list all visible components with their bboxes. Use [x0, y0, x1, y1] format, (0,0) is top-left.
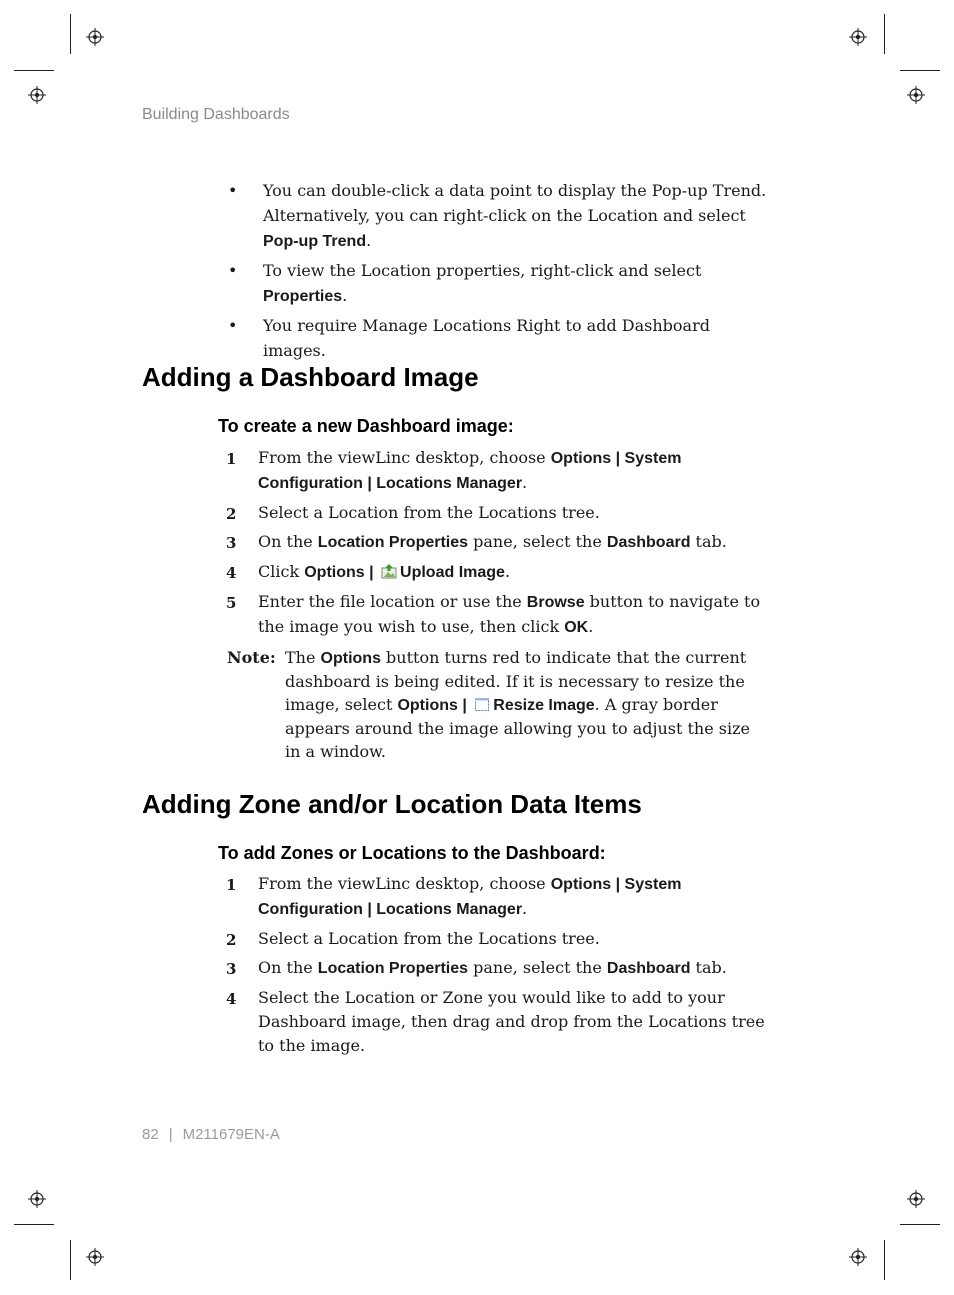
bullet-text: . — [342, 286, 348, 305]
menu-path: Options | — [304, 564, 379, 581]
registration-target-icon — [86, 1248, 104, 1266]
menu-path: Options | — [397, 697, 472, 714]
menu-path: Options | System Configuration | Locations Manager — [258, 876, 682, 918]
note-text: button turns red to indicate that the current dashboard is being edited. If it is necessary to resize the image, select — [285, 648, 747, 714]
step-number: 5 — [226, 594, 237, 612]
crop-mark — [70, 14, 71, 54]
step-number: 1 — [226, 876, 237, 894]
registration-target-icon — [849, 1248, 867, 1266]
step-number: 4 — [226, 990, 237, 1008]
page-footer — [142, 1126, 280, 1143]
step-number: 3 — [226, 960, 237, 978]
note-text: . A gray border appears around the image allowing you to adjust the size in a window. — [285, 695, 750, 761]
crop-mark — [14, 70, 54, 71]
step-number: 3 — [226, 534, 237, 552]
step-item — [222, 590, 772, 640]
procedure-title: To add Zones or Locations to the Dashboard: — [218, 843, 606, 863]
document-code: M211679EN-A — [182, 1126, 280, 1143]
crop-mark — [14, 1224, 54, 1225]
ui-term: OK — [564, 619, 589, 636]
page-number: 82 — [142, 1126, 159, 1143]
ui-term: Browse — [526, 594, 585, 611]
step-text: On the — [258, 532, 318, 551]
step-text: . — [522, 899, 528, 918]
bullet-text: You require Manage Locations Right to add Dashboard images. — [263, 316, 710, 360]
registration-target-icon — [849, 28, 867, 46]
step-item — [222, 872, 772, 922]
step-item — [222, 560, 772, 585]
procedure-steps — [222, 446, 772, 645]
step-item — [222, 956, 772, 981]
crop-mark — [900, 1224, 940, 1225]
step-number: 1 — [226, 450, 237, 468]
step-text: tab. — [690, 532, 727, 551]
registration-target-icon — [907, 86, 925, 104]
footer-separator: | — [168, 1126, 173, 1143]
bullet-text: To view the Location properties, right-click and select — [263, 261, 702, 280]
note-block — [227, 646, 767, 763]
ui-term: Location Properties — [317, 960, 469, 977]
step-text: pane, select the — [468, 532, 607, 551]
crop-mark — [884, 1240, 885, 1280]
section-heading: Adding Zone and/or Location Data Items — [142, 789, 642, 819]
step-text: Enter the file location or use the — [258, 592, 527, 611]
step-item — [222, 530, 772, 555]
step-text: Select the Location or Zone you would like to add to your Dashboard image, then drag and drop from the Locations tree to the image. — [258, 988, 765, 1055]
registration-target-icon — [28, 86, 46, 104]
ui-term: Dashboard — [606, 534, 691, 551]
bullet-text: . — [366, 231, 372, 250]
step-text: button to navigate to the image you wish to use, then click — [258, 592, 761, 636]
bullet-text: You can double-click a data point to display the Pop-up Trend. Alternatively, you can right-click on the Location and select — [263, 181, 767, 225]
resize-image-icon — [474, 697, 490, 712]
ui-term: Upload Image — [400, 564, 505, 581]
registration-target-icon — [907, 1190, 925, 1208]
bullet-emphasis: Properties — [263, 288, 343, 305]
crop-mark — [884, 14, 885, 54]
bullet-item — [228, 178, 773, 254]
step-item — [222, 501, 772, 525]
step-text: . — [504, 562, 511, 581]
step-text: From the viewLinc desktop, choose — [258, 448, 551, 467]
step-text: Select a Location from the Locations tree. — [258, 929, 600, 948]
section-heading: Adding a Dashboard Image — [142, 362, 479, 392]
step-text: Select a Location from the Locations tree. — [258, 503, 600, 522]
step-text: . — [522, 473, 528, 492]
step-item — [222, 986, 772, 1058]
step-number: 4 — [226, 564, 237, 582]
ui-term: Options — [320, 650, 381, 667]
bullet-item — [228, 313, 773, 363]
ui-term: Location Properties — [317, 534, 469, 551]
bullet-list — [228, 178, 773, 367]
note-body — [285, 646, 767, 763]
ui-term: Dashboard — [606, 960, 691, 977]
step-text: From the viewLinc desktop, choose — [258, 874, 551, 893]
procedure-steps — [222, 872, 772, 1063]
bullet-item — [228, 258, 773, 309]
step-item — [222, 927, 772, 951]
registration-target-icon — [28, 1190, 46, 1208]
step-item — [222, 446, 772, 496]
upload-image-icon — [381, 564, 397, 579]
registration-target-icon — [86, 28, 104, 46]
step-number: 2 — [226, 505, 237, 523]
menu-path: Options | System Configuration | Locations Manager — [258, 450, 682, 492]
step-number: 2 — [226, 931, 237, 949]
crop-mark — [900, 70, 940, 71]
crop-mark — [70, 1240, 71, 1280]
procedure-title: To create a new Dashboard image: — [218, 416, 514, 436]
step-text: . — [588, 617, 594, 636]
step-text: tab. — [690, 958, 727, 977]
bullet-emphasis: Pop-up Trend — [263, 233, 367, 250]
step-text: On the — [258, 958, 318, 977]
step-text: Click — [258, 562, 305, 581]
ui-term: Resize Image — [493, 697, 595, 714]
note-text: The — [285, 648, 321, 667]
note-label: Note: — [227, 648, 276, 667]
step-text: pane, select the — [468, 958, 607, 977]
running-header: Building Dashboards — [142, 106, 290, 123]
